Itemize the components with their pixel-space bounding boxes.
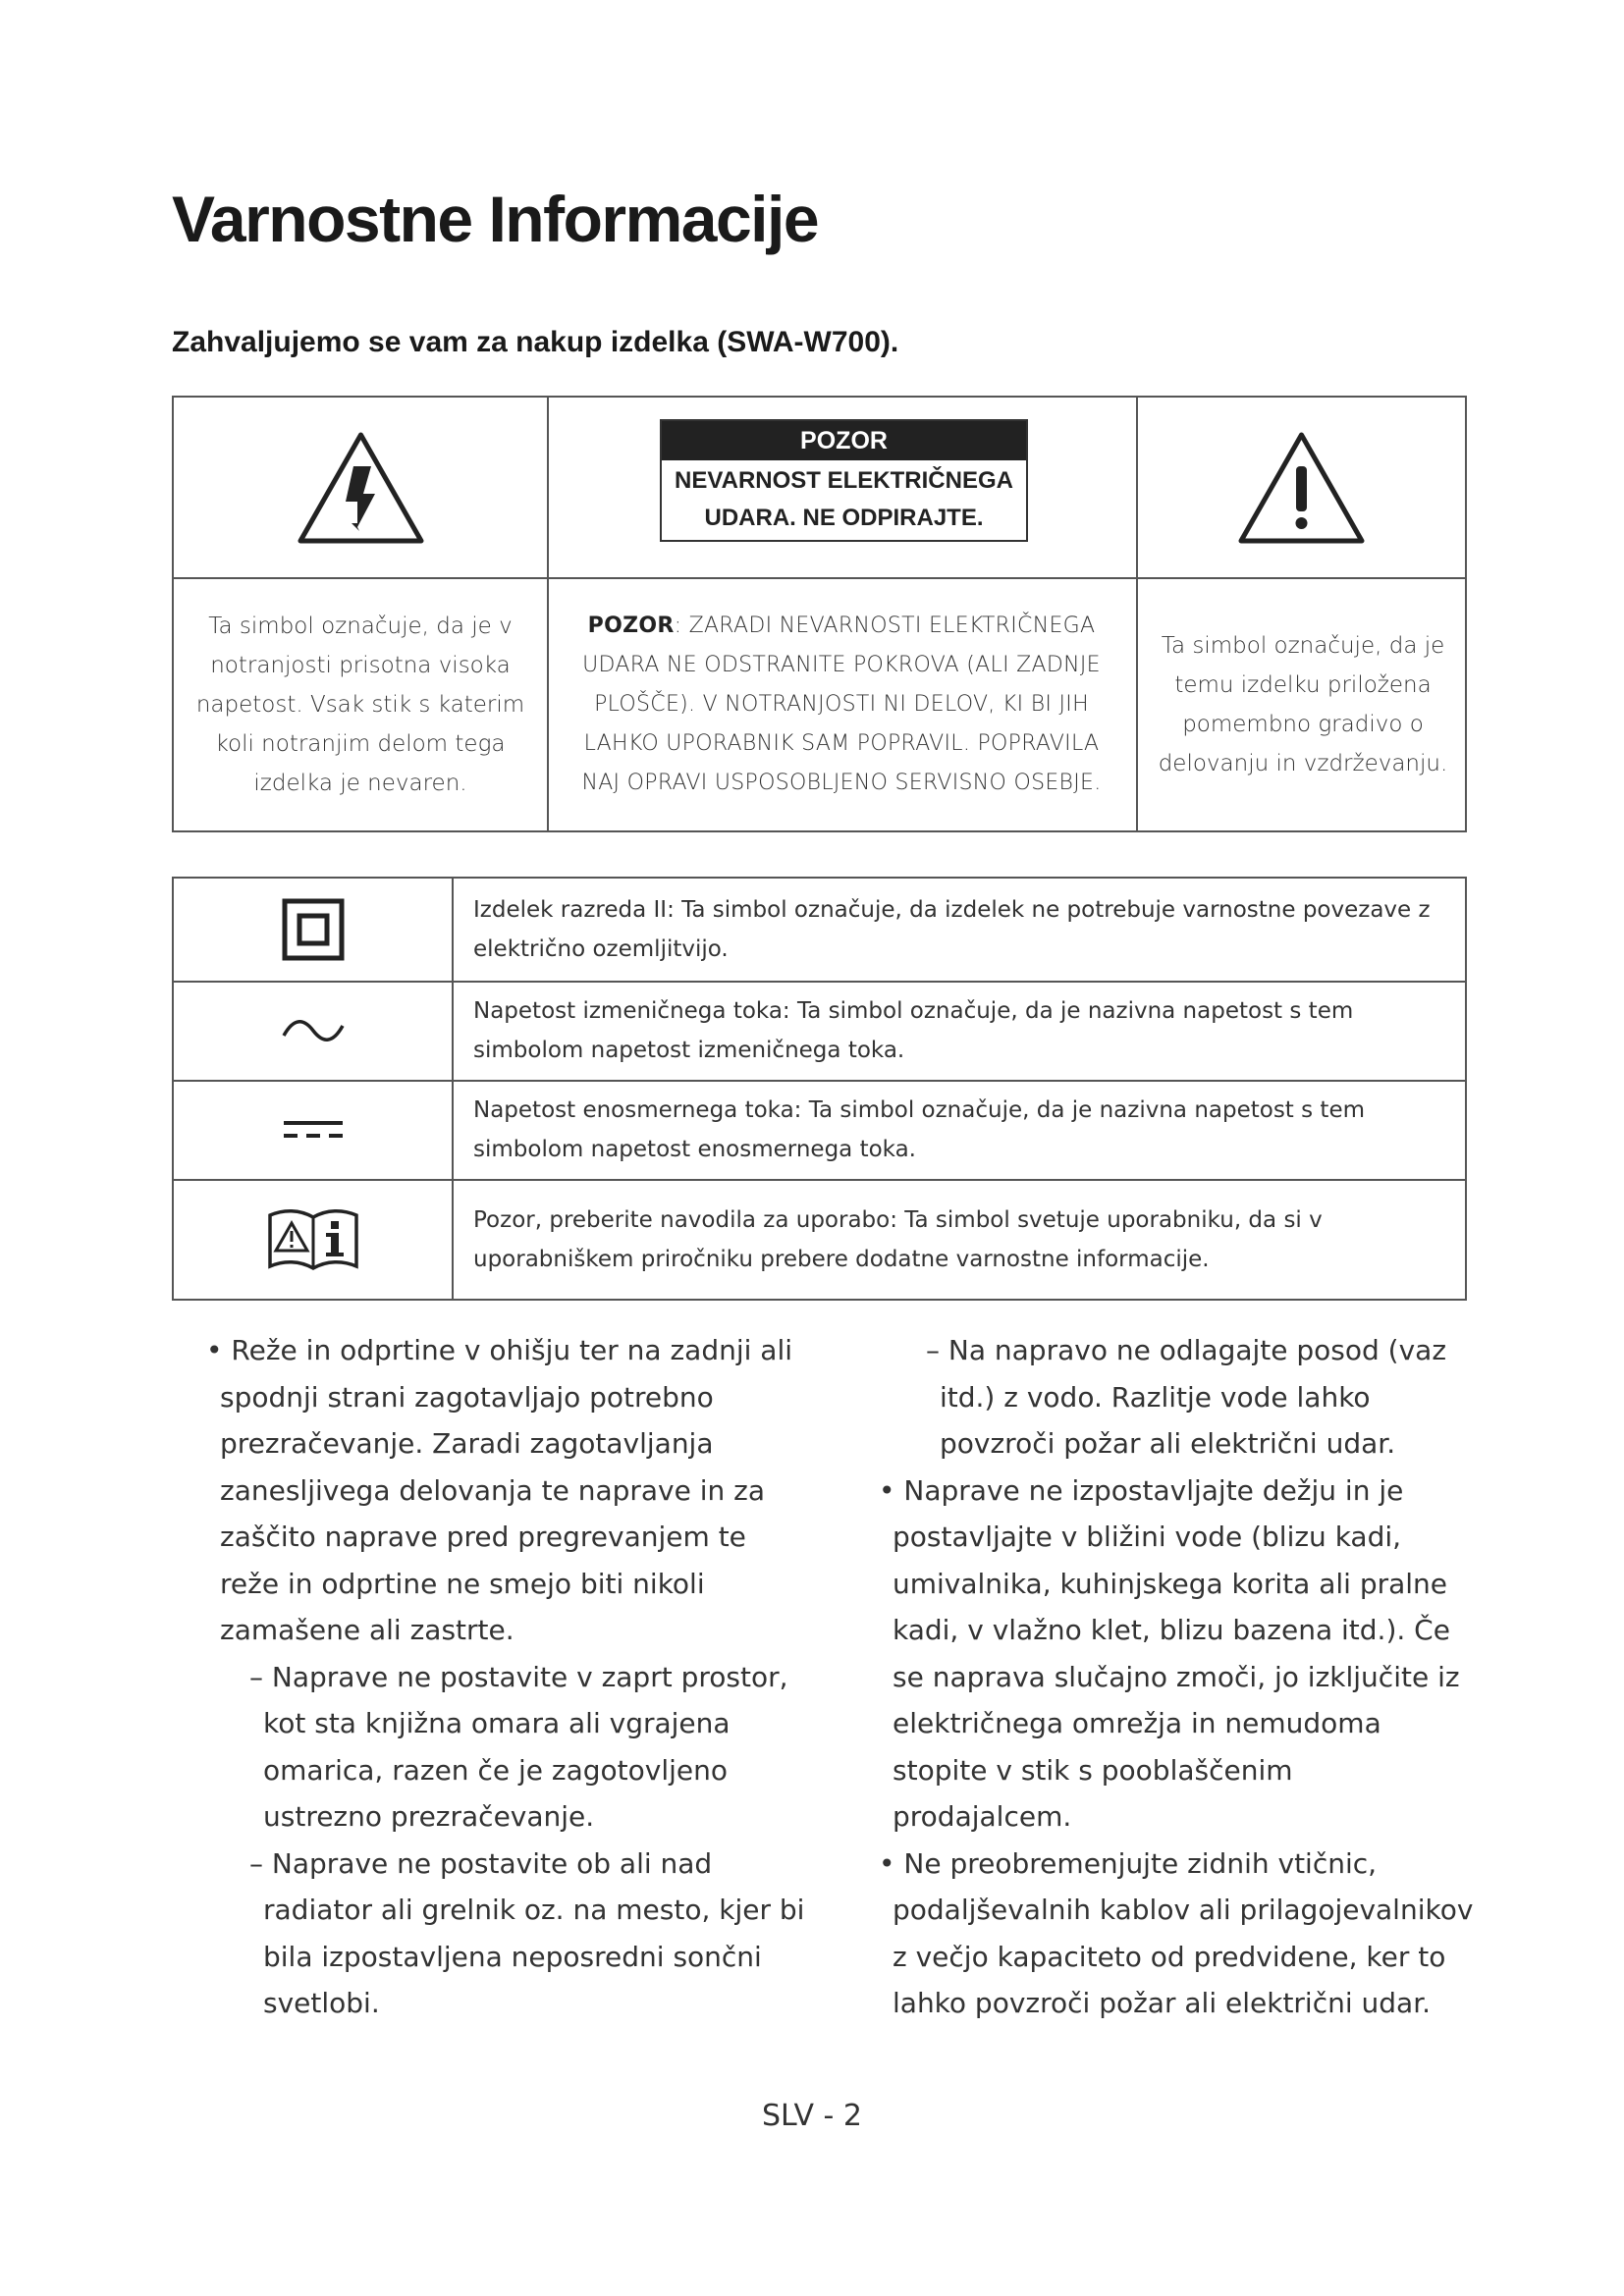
warning-table xyxy=(172,396,1467,832)
table-row xyxy=(174,1080,1465,1179)
exclamation-warning-icon xyxy=(1136,398,1467,577)
pozor-body-line1: NEVARNOST ELEKTRIČNEGA xyxy=(675,467,1013,494)
list-item: • Reže in odprtine v ohišju ter na zadnji ali spodnji strani zagotavljajo potrebno prezračevanje. Zaradi zagotavljanja zanesljivega delovanja te naprave in za zaščito naprave pred pregrevanjem te reže in odprtine ne smejo biti nikoli zamašene ali zastrte. xyxy=(206,1334,793,1646)
documentation-description: Ta simbol označuje, da je temu izdelku priložena pomembno gradivo o delovanju in vzdrževanju. xyxy=(1158,633,1448,776)
pozor-description-text: : ZARADI NEVARNOSTI ELEKTRIČNEGA UDARA NE ODSTRANITE POKROVA (ALI ZADNJE PLOŠČE). V NOTRANJOSTI NI DELOV, KI BI JIH LAHKO UPORABNIK SAM POPRAVIL. POPRAVILA NAJ OPRAVI USPOSOBLJENO SERVISNO OSEBJE. xyxy=(581,614,1102,795)
pozor-bold-label: POZOR xyxy=(587,614,675,638)
page-number: SLV - 2 xyxy=(762,2099,862,2133)
list-item: • Naprave ne izpostavljajte dežju in je postavljajte v bližini vode (blizu kadi, umivalnika, kuhinjskega korita ali pralne kadi, v vlažno klet, blizu bazena itd.). Če se naprava slučajno zmoči, jo izključite iz električnega omrežja in nemudoma stopite v stik s pooblaščenim prodajalcem. xyxy=(879,1473,1460,1833)
ac-voltage-text: Napetost izmeničnega toka: Ta simbol označuje, da je nazivna napetost s tem simbolom napetost izmeničnega toka. xyxy=(473,997,1354,1063)
left-column xyxy=(206,1327,805,2027)
class-ii-text: Izdelek razreda II: Ta simbol označuje, da izdelek ne potrebuje varnostne povezave z električno ozemljitvijo. xyxy=(473,897,1431,962)
high-voltage-warning-icon xyxy=(174,398,547,577)
table-row xyxy=(174,981,1465,1080)
read-manual-text: Pozor, preberite navodila za uporabo: Ta simbol svetuje uporabniku, da si v uporabniškem priročniku prebere dodatne varnostne informacije. xyxy=(473,1207,1323,1272)
list-item: • Ne preobremenjujte zidnih vtičnic, podaljševalnih kablov ali prilagojevalnikov z večjo kapaciteto od predvidene, ker to lahko povzroči požar ali električni udar. xyxy=(879,1846,1474,2019)
read-manual-icon xyxy=(174,1179,452,1301)
table-divider xyxy=(547,398,549,830)
high-voltage-description: Ta simbol označuje, da je v notranjosti prisotna visoka napetost. Vsak stik s katerim koli notranjim delom tega izdelka je nevaren. xyxy=(195,614,525,796)
list-item: – Naprave ne postavite ob ali nad radiator ali grelnik oz. na mesto, kjer bi bila izpostavljena neposredni sončni svetlobi. xyxy=(249,1846,805,2019)
dc-voltage-icon xyxy=(174,1080,452,1179)
right-column xyxy=(879,1327,1478,2027)
pozor-body-line2: UDARA. NE ODPIRAJTE. xyxy=(704,505,984,531)
page-title: Varnostne Informacije xyxy=(172,183,819,255)
class-ii-icon xyxy=(174,879,452,981)
page-subtitle: Zahvaljujemo se vam za nakup izdelka (SWA-W700). xyxy=(172,326,899,358)
symbols-table xyxy=(172,877,1467,1301)
pozor-heading: POZOR xyxy=(662,421,1026,460)
pozor-description xyxy=(562,607,1121,803)
table-row xyxy=(174,1179,1465,1301)
ac-voltage-icon xyxy=(174,981,452,1080)
table-row xyxy=(174,879,1465,981)
dc-voltage-text: Napetost enosmernega toka: Ta simbol označuje, da je nazivna napetost s tem simbolom napetost enosmernega toka. xyxy=(473,1096,1366,1162)
list-item: – Naprave ne postavite v zaprt prostor, kot sta knjižna omara ali vgrajena omarica, razen če je zagotovljeno ustrezno prezračevanje. xyxy=(249,1660,788,1833)
pozor-warning-label xyxy=(660,419,1028,542)
list-item: – Na napravo ne odlagajte posod (vaz itd.) z vodo. Razlitje vode lahko povzroči požar ali električni udar. xyxy=(926,1334,1447,1460)
